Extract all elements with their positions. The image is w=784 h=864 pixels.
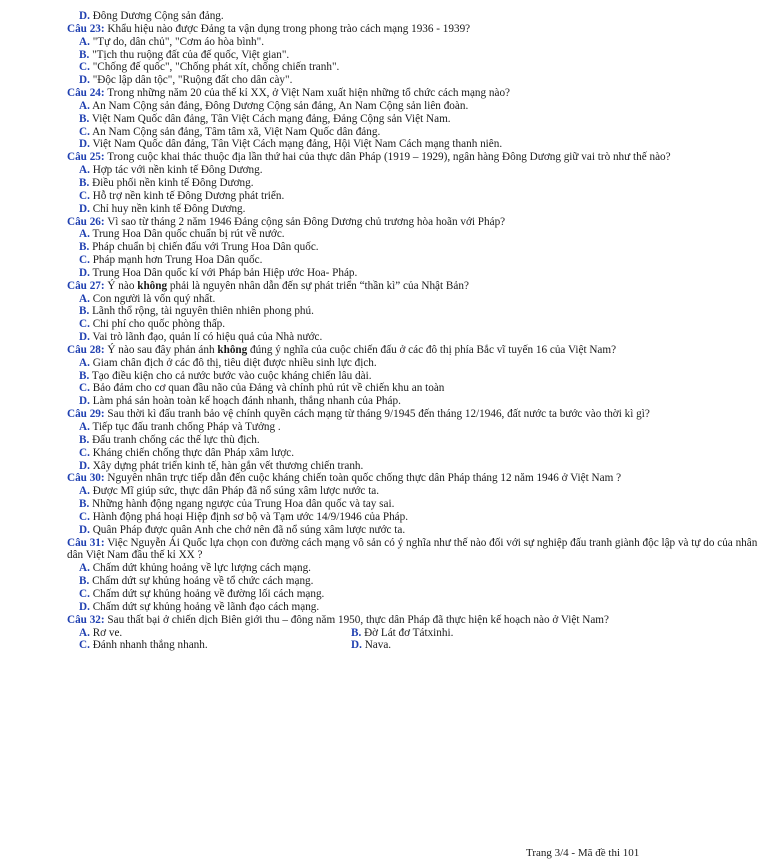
option-text: An Nam Cộng sản đảng, Tâm tâm xã, Việt Nam Quốc dân đảng. (92, 125, 381, 138)
option-31-d (67, 601, 767, 614)
question-stem: Trong những năm 20 của thế kỉ XX, ở Việt Nam xuất hiện những tổ chức cách mạng nào? (107, 87, 511, 100)
option-letter: D. (79, 266, 90, 279)
question-number: Câu 28: (67, 343, 105, 356)
option-text: Đờ Lát đơ Tátxinhi. (364, 626, 454, 639)
option-32-d (351, 639, 623, 652)
option-text: Hành động phá hoại Hiệp định sơ bộ và Tạm ước 14/9/1946 của Pháp. (92, 510, 409, 523)
option-text: Chi phí cho quốc phòng thấp. (92, 318, 226, 331)
option-letter: B. (79, 575, 90, 588)
option-text: Chấm dứt khủng hoảng về lực lượng cách mạng. (92, 562, 311, 575)
question-32 (67, 614, 767, 627)
question-stem: Nguyên nhân trực tiếp dẫn đến cuộc kháng chiến toàn quốc chống thực dân Pháp tháng 12 năm 1946 ở Việt Nam ? (107, 472, 622, 485)
option-letter: D. (79, 10, 90, 22)
option-27-a (67, 293, 767, 306)
question-stem-after: phải là nguyên nhân dẫn đến sự phát triển “thần kì” của Nhật Bản? (169, 279, 469, 292)
option-letter: A. (79, 421, 90, 433)
option-26-a (67, 228, 767, 241)
option-letter: C. (79, 382, 90, 395)
question-25 (67, 151, 767, 164)
option-letter: B. (79, 305, 90, 318)
option-29-b (67, 434, 767, 447)
option-letter: B. (79, 48, 90, 61)
option-29-a (67, 421, 767, 434)
option-text: Làm phá sản hoàn toàn kế hoạch đánh nhanh, thắng nhanh của Pháp. (92, 395, 401, 408)
option-letter: B. (79, 176, 90, 189)
option-row-32-cd (67, 639, 767, 652)
option-letter: C. (79, 639, 90, 652)
option-22-d (67, 10, 767, 23)
option-text: Rơ ve. (92, 626, 123, 639)
option-text: Pháp chuẩn bị chiến đấu với Trung Hoa Dân quốc. (92, 241, 319, 254)
option-text: Vai trò lãnh đạo, quản lí có hiệu quả của Nhà nước. (92, 331, 323, 344)
option-24-d (67, 138, 767, 151)
question-stem: Khẩu hiệu nào được Đảng ta vận dụng trong phong trào cách mạng 1936 - 1939? (107, 22, 471, 35)
option-text: Giam chân địch ở các đô thị, tiêu diệt được nhiều sinh lực địch. (92, 356, 377, 369)
option-letter: A. (79, 292, 90, 305)
option-text: Việt Nam Quốc dân đảng, Tân Việt Cách mạng đảng, Hội Việt Nam Cách mạng thanh niên. (92, 138, 503, 151)
option-letter: C. (79, 510, 90, 523)
option-24-c (67, 126, 767, 139)
option-letter: B. (79, 369, 90, 382)
option-text: Điều phối nền kinh tế Đông Dương. (92, 176, 254, 189)
option-text: Kháng chiến chống thực dân Pháp xâm lược. (92, 446, 295, 459)
option-text: Trung Hoa Dân quốc kí với Pháp bản Hiệp ước Hoa- Pháp. (92, 266, 358, 279)
option-letter: B. (351, 626, 362, 639)
option-25-c (67, 190, 767, 203)
option-text: Hỗ trợ nền kinh tế Đông Dương phát triển. (92, 189, 285, 202)
option-letter: B. (79, 433, 90, 446)
option-26-c (67, 254, 767, 267)
option-24-a (67, 100, 767, 113)
exam-page (67, 10, 767, 652)
question-stem: Sau thất bại ở chiến dịch Biên giới thu – đông năm 1950, thực dân Pháp đã thực hiện kế hoạch nào ở Việt Nam? (107, 613, 609, 626)
option-32-b (351, 627, 623, 640)
option-text: Được Mĩ giúp sức, thực dân Pháp đã nổ súng xâm lược nước ta. (92, 485, 380, 498)
option-letter: D. (351, 639, 362, 652)
option-27-d (67, 331, 767, 344)
option-letter: A. (79, 228, 90, 241)
option-29-d (67, 460, 767, 473)
option-letter: D. (79, 523, 90, 536)
option-text: Lãnh thổ rộng, tài nguyên thiên nhiên phong phú. (92, 305, 314, 318)
option-29-c (67, 447, 767, 460)
option-25-a (67, 164, 767, 177)
option-32-c (79, 639, 351, 652)
option-letter: C. (79, 189, 90, 202)
option-letter: D. (79, 395, 90, 408)
page-footer: Trang 3/4 - Mã đề thi 101 (526, 847, 640, 859)
option-letter: A. (79, 35, 90, 48)
option-28-c (67, 382, 767, 395)
option-letter: B. (79, 498, 90, 511)
option-text: Chỉ huy nền kinh tế Đông Dương. (92, 202, 246, 215)
question-stem-emphasis: không (137, 279, 168, 292)
question-number: Câu 26: (67, 215, 105, 228)
question-number: Câu 32: (67, 613, 105, 626)
option-32-a (79, 627, 351, 640)
option-text: Quân Pháp được quân Anh che chở nên đã nổ súng xâm lược nước ta. (92, 523, 406, 536)
question-27 (67, 280, 767, 293)
option-letter: A. (79, 164, 90, 177)
option-text: Con người là vốn quý nhất. (92, 292, 216, 305)
question-23 (67, 23, 767, 36)
option-letter: D. (79, 74, 90, 87)
option-24-b (67, 113, 767, 126)
option-letter: B. (79, 241, 90, 254)
question-stem-after: đúng ý nghĩa của cuộc chiến đấu ở các đô thị phía Bắc vĩ tuyến 16 của Việt Nam? (250, 343, 617, 356)
option-text: "Tịch thu ruộng đất của đế quốc, Việt gian". (92, 48, 290, 61)
option-23-a (67, 36, 767, 49)
option-text: Đấu tranh chống các thế lực thù địch. (92, 433, 260, 446)
question-26 (67, 216, 767, 229)
option-text: Chấm dứt sự khủng hoảng về lãnh đạo cách mạng. (92, 600, 320, 613)
option-28-d (67, 395, 767, 408)
question-28 (67, 344, 767, 357)
option-text: Trung Hoa Dân quốc chuẩn bị rút về nước. (92, 228, 285, 241)
option-31-c (67, 588, 767, 601)
question-stem: Trong cuộc khai thác thuộc địa lần thứ hai của thực dân Pháp (1919 – 1929), ngân hàng Đông Dương giữ vai trò như thế nào? (107, 151, 671, 164)
question-stem: Vì sao từ tháng 2 năm 1946 Đảng cộng sản Đông Dương chủ trương hòa hoãn với Pháp? (107, 215, 506, 228)
option-text: "Tự do, dân chủ", "Cơm áo hòa bình". (92, 35, 264, 48)
option-30-c (67, 511, 767, 524)
option-letter: C. (79, 587, 90, 600)
question-stem: Việc Nguyễn Ái Quốc lựa chọn con đường cách mạng vô sản có ý nghĩa như thế nào đối với sự nghiệp đấu tranh giành độc lập và tự do của nhân dân Việt Nam đầu thế kỉ XX ? (67, 536, 758, 562)
option-letter: D. (79, 459, 90, 472)
option-letter: D. (79, 600, 90, 613)
option-23-c (67, 61, 767, 74)
option-text: Những hành động ngang ngược của Trung Hoa dân quốc và tay sai. (92, 498, 395, 511)
option-letter: D. (79, 202, 90, 215)
option-text: Đánh nhanh thắng nhanh. (92, 639, 208, 652)
question-number: Câu 27: (67, 279, 105, 292)
option-text: Nava. (364, 639, 392, 652)
option-text: Bảo đảm cho cơ quan đầu não của Đảng và chính phủ rút về chiến khu an toàn (92, 382, 445, 395)
option-text: Xây dựng phát triển kinh tế, hàn gắn vết thương chiến tranh. (92, 459, 364, 472)
option-26-b (67, 241, 767, 254)
option-letter: C. (79, 61, 90, 74)
option-28-a (67, 357, 767, 370)
option-text: Pháp mạnh hơn Trung Hoa Dân quốc. (92, 254, 263, 267)
option-text: Việt Nam Quốc dân đảng, Tân Việt Cách mạng đảng, Đảng Cộng sản Việt Nam. (91, 112, 451, 125)
question-number: Câu 31: (67, 536, 105, 549)
option-text: Chấm dứt sự khủng hoảng về đường lối cách mạng. (92, 587, 325, 600)
option-25-b (67, 177, 767, 190)
question-number: Câu 30: (67, 472, 105, 485)
option-letter: C. (79, 446, 90, 459)
option-27-b (67, 305, 767, 318)
option-27-c (67, 318, 767, 331)
option-letter: D. (79, 331, 90, 344)
question-number: Câu 23: (67, 22, 105, 35)
question-24 (67, 87, 767, 100)
option-text: Chấm dứt sự khủng hoảng về tổ chức cách mạng. (92, 575, 314, 588)
question-stem-before: Ý nào (107, 279, 135, 292)
option-letter: D. (79, 138, 90, 151)
option-23-d (67, 74, 767, 87)
question-30 (67, 472, 767, 485)
option-letter: C. (79, 318, 90, 331)
question-number: Câu 24: (67, 87, 105, 100)
option-text: Đông Dương Cộng sản đảng. (92, 10, 224, 22)
question-number: Câu 29: (67, 408, 105, 421)
question-29 (67, 408, 767, 421)
option-28-b (67, 370, 767, 383)
question-stem-before: Ý nào sau đây phản ánh (107, 343, 215, 356)
option-31-a (67, 562, 767, 575)
option-23-b (67, 49, 767, 62)
option-text: Hợp tác với nền kinh tế Đông Dương. (92, 164, 263, 177)
option-text: An Nam Cộng sản đảng, Đông Dương Cộng sản đảng, An Nam Cộng sản liên đoàn. (92, 99, 469, 112)
option-30-b (67, 498, 767, 511)
question-stem-emphasis: không (217, 343, 248, 356)
option-25-d (67, 203, 767, 216)
option-text: "Chống đế quốc", "Chống phát xít, chống chiến tranh". (92, 61, 340, 74)
question-31 (67, 537, 767, 563)
option-letter: A. (79, 356, 90, 369)
option-text: Tạo điều kiện cho cả nước bước vào cuộc kháng chiến lâu dài. (91, 369, 372, 382)
question-stem: Sau thời kì đấu tranh bảo vệ chính quyền cách mạng từ tháng 9/1945 đến tháng 12/1946, đất nước ta bước vào thời kì gì? (107, 408, 650, 421)
option-26-d (67, 267, 767, 280)
option-text: "Độc lập dân tộc", "Ruộng đất cho dân cày". (92, 74, 293, 87)
question-number: Câu 25: (67, 151, 105, 164)
option-letter: A. (79, 562, 90, 575)
option-letter: C. (79, 125, 90, 138)
option-letter: A. (79, 485, 90, 498)
option-letter: A. (79, 99, 90, 112)
option-30-d (67, 524, 767, 537)
option-31-b (67, 575, 767, 588)
option-text: Tiếp tục đấu tranh chống Pháp và Tưởng . (92, 421, 281, 433)
option-30-a (67, 485, 767, 498)
option-letter: B. (79, 112, 90, 125)
option-letter: C. (79, 254, 90, 267)
option-letter: A. (79, 626, 90, 639)
option-row-32-ab (67, 627, 767, 640)
